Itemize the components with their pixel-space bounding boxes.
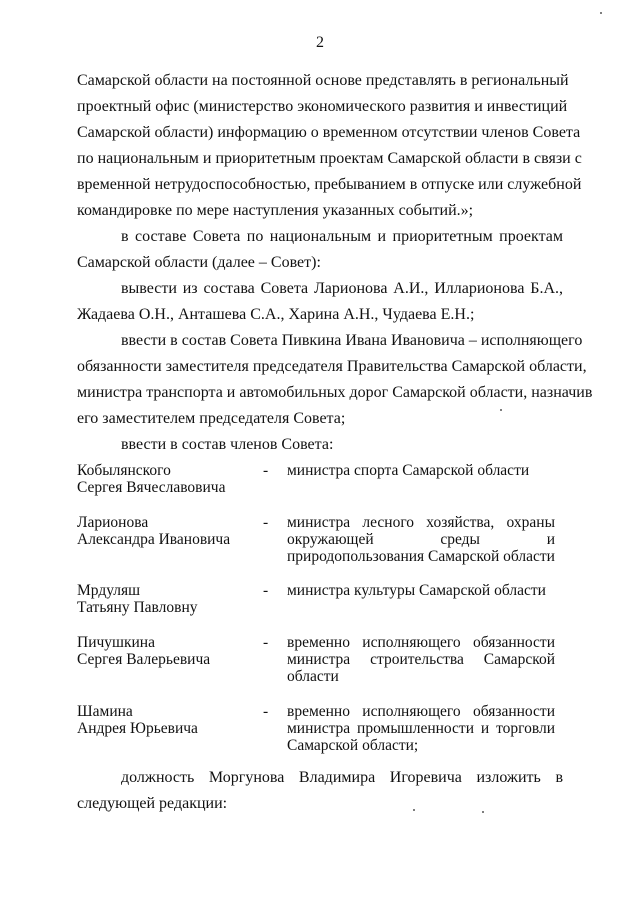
text-line: его заместителем председателя Совета; (77, 410, 346, 427)
member-name: Кобылянского Сергея Вячеславовича (77, 462, 226, 496)
text-line: ввести в состав членов Совета: (121, 436, 334, 453)
scan-speck (413, 809, 415, 811)
member-position: министра спорта Самарской области (287, 462, 530, 479)
text-line: Самарской области на постоянной основе представлять в региональный (77, 72, 569, 89)
member-name: Шамина Андрея Юрьевича (77, 703, 198, 737)
text-line: по национальным и приоритетным проектам Самарской области в связи с (77, 150, 582, 167)
text-line: вывести из состава Совета Ларионова А.И., Илларионова Б.А., (121, 280, 563, 297)
member-dash: - (263, 582, 269, 599)
paragraph-5 (77, 432, 563, 458)
scan-speck (482, 811, 484, 813)
text-line: Жадаева О.Н., Анташева С.А., Харина А.Н., Чудаева Е.Н.; (77, 306, 475, 323)
member-dash: - (263, 703, 269, 720)
text-line: командировке по мере наступления указанных событий.»; (77, 202, 474, 219)
text-line: министра транспорта и автомобильных дорог Самарской области, назначив (77, 384, 593, 401)
member-name: Ларионова Александра Ивановича (77, 514, 231, 548)
page-number: 2 (316, 34, 324, 51)
text-line: временной нетрудоспособностью, пребыванием в отпуске или служебной (77, 176, 582, 193)
paragraph-2 (77, 224, 563, 276)
member-dash: - (263, 514, 269, 531)
member-position: временно исполняющего обязанности министра промышленности и торговли Самарской области; (287, 703, 555, 754)
member-dash: - (263, 462, 269, 479)
text-line: следующей редакции: (77, 795, 228, 812)
text-line: Самарской области) информацию о временном отсутствии членов Совета (77, 124, 581, 141)
member-position: министра культуры Самарской области (287, 582, 546, 599)
member-dash: - (263, 634, 269, 651)
text-line: должность Моргунова Владимира Игоревича изложить в (121, 769, 563, 786)
text-line: Самарской области (далее – Совет): (77, 254, 321, 271)
member-position: временно исполняющего обязанности министра строительства Самарской области (287, 634, 555, 685)
text-line: проектный офис (министерство экономического развития и инвестиций (77, 98, 568, 115)
text-line: обязанности заместителя председателя Правительства Самарской области, (77, 358, 587, 375)
scan-speck (500, 409, 502, 411)
paragraph-6 (77, 765, 563, 817)
paragraph-4 (77, 328, 593, 432)
scan-speck (600, 12, 602, 14)
text-line: ввести в состав Совета Пивкина Ивана Ивановича – исполняющего (121, 332, 583, 349)
member-name: Мрдуляш Татьяну Павловну (77, 582, 198, 616)
member-name: Пичушкина Сергея Валерьевича (77, 634, 211, 668)
paragraph-1 (77, 68, 582, 224)
paragraph-3 (77, 276, 563, 328)
text-line: в составе Совета по национальным и приоритетным проектам (121, 228, 563, 245)
member-position: министра лесного хозяйства, охраны окружающей среды и природопользования Самарской области (287, 514, 555, 565)
